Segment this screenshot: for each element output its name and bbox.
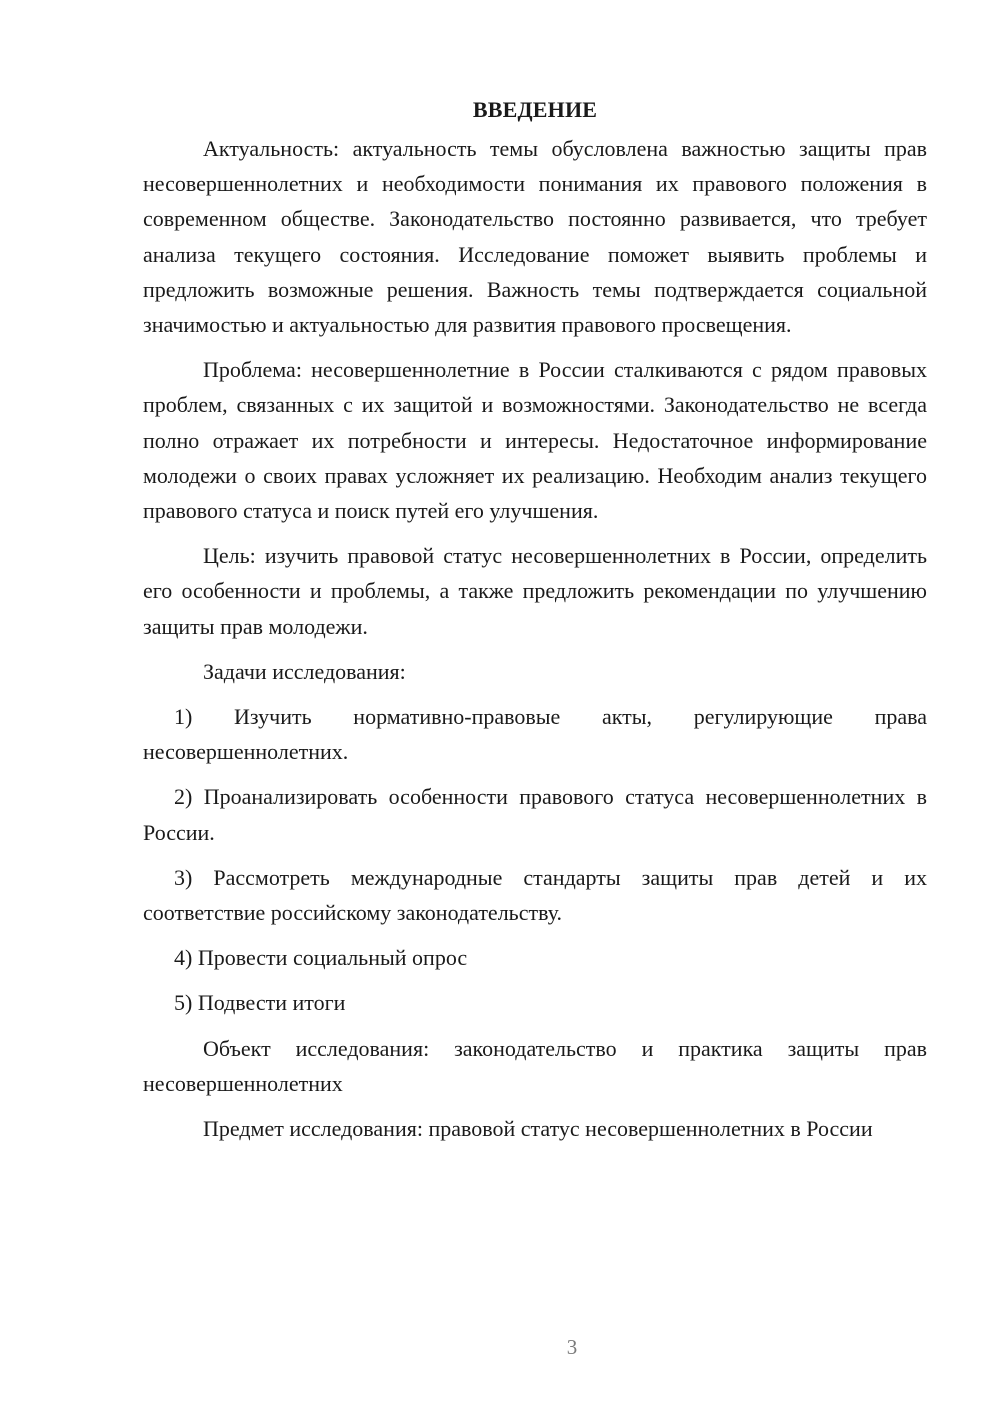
relevance-paragraph: Актуальность: актуальность темы обусловлена важностью защиты прав несовершеннолетних и необходимости понимания их правового положения в современном обществе. Законодательство постоянно развивается, что требует анализа текущего состояния. Исследование поможет выявить проблемы и предложить возможные решения. Важность темы подтверждается социальной значимостью и актуальностью для развития правового просвещения. — [143, 136, 927, 338]
task-item-1: 1) Изучить нормативно-правовые акты, регулирующие права несовершеннолетних. — [143, 704, 927, 765]
page-content — [143, 92, 927, 1156]
task-item-2: 2) Проанализировать особенности правового статуса несовершеннолетних в России. — [143, 784, 927, 845]
task-item-4: 4) Провести социальный опрос — [174, 945, 468, 971]
tasks-label: Задачи исследования: — [203, 658, 406, 684]
problem-paragraph: Проблема: несовершеннолетние в России сталкиваются с рядом правовых проблем, связанных с их защитой и возможностями. Законодательство не всегда полно отражает их потребности и интересы. Недостаточное информирование молодежи о своих правах усложняет их реализацию. Необходим анализ текущего правового статуса и поиск путей его улучшения. — [143, 357, 927, 524]
goal-paragraph: Цель: изучить правовой статус несовершеннолетних в России, определить его особенности и проблемы, а также предложить рекомендации по улучшению защиты прав молодежи. — [143, 543, 927, 639]
task-item-3: 3) Рассмотреть международные стандарты защиты прав детей и их соответствие российскому законодательству. — [143, 864, 927, 926]
subject-paragraph: Предмет исследования: правовой статус несовершеннолетних в России — [203, 1116, 873, 1142]
page-number: 3 — [566, 1335, 578, 1359]
object-paragraph: Объект исследования: законодательство и практика защиты прав несовершеннолетних — [143, 1035, 927, 1096]
section-heading: ВВЕДЕНИЕ — [472, 97, 598, 122]
task-item-5: 5) Подвести итоги — [174, 990, 346, 1016]
